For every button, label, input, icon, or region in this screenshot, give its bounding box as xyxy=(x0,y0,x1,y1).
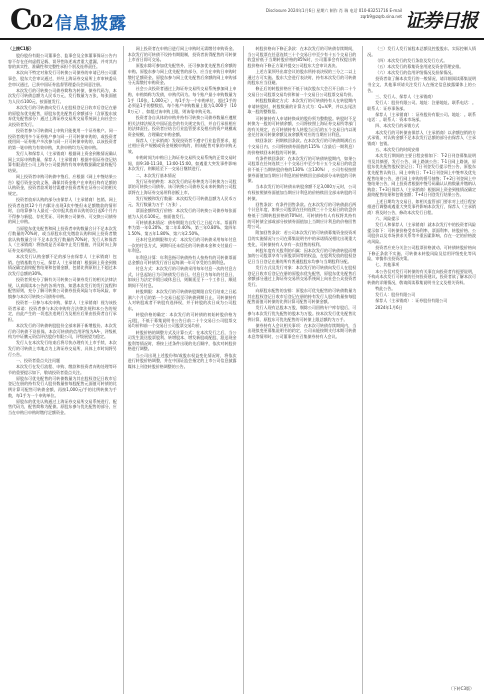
article-paragraph: 投资者一旦参与本次申购，保荐人（主承销商）视为该投资者承诺：投资者参与本次申购符合法律法规和本公告的规定，由此产生的一切违法违规行为及相应后果由投资者自行承担。 xyxy=(8,300,117,322)
article-paragraph: 当原股东优先配售和网上投资者申购数量合计不足本次发行数量的70%时，或当原股东优先缴款认购和网上投资者缴款认购数量合计不足本次发行数量的70%时，发行人和保荐人（主承销商）将协商是否采取中止发行措施，并及时向上海证券交易所报告。 xyxy=(8,225,117,253)
article-paragraph: 可转债基本情况：债券期限为自发行之日起六年。票面利率为第一年0.20%、第二年0.40%、第三年0.80%、第四年1.50%、第五年1.80%、第六年2.50%。 xyxy=(127,219,237,236)
column-heading: （上接C1版） xyxy=(8,46,34,51)
article-paragraph: 附加回售条款：若公司本次发行的可转债募集资金投资项目的实施情况与公司在募集说明书中的承诺情况相比出现重大变化，可转债持有人享有一次回售的权利。 xyxy=(247,230,357,247)
article-paragraph: 特此公告。 xyxy=(375,286,396,292)
article-paragraph: 转股股数确定方式：本次发行的可转债持有人在转股期内申请转股时，转股数量的计算方式为：Q=V/P，并以去尾法取一股的整数倍。 xyxy=(247,98,357,115)
article-paragraph: 付息方式：本次发行的可转债采用每年付息一次的付息方式，计息起始日为可转债发行首日。付息日为每年的付息日，如该日为法定节假日或休息日，则顺延至下一个工作日，顺延期间不另付息。 xyxy=(127,266,237,289)
article-paragraph: 上述方案须经出席会议的股东所持表决权的三分之二以上通过方可实施。股东大会进行表决时，持有本次发行的可转债的股东应当回避。 xyxy=(247,68,357,86)
article-paragraph: 发行规模和发行数量：本次拟发行可转债总额为人民币万元，发行数量为万手（万张）。 xyxy=(127,196,237,207)
article-paragraph: 原股东可优先配售的可转债数量为其在股权登记日收市后登记在册的持有发行人股份数量按每股配售元面值可转债的比例计算可配售可转债金额，再按1,000元/手的比例转换为手数，每1手为一个申购单位。 xyxy=(8,375,117,398)
article-paragraph: 三、发行人、保荐人（主承销商） xyxy=(375,93,436,99)
article-paragraph: 二、本次发行基本情况 xyxy=(135,172,176,178)
article-paragraph: （四）本次发行的发行条款及发行方式。 xyxy=(375,57,448,63)
column-3 xyxy=(243,46,357,694)
article-paragraph: 还本付息的期限和方式：本次发行的可转债采用每年付息一次的付息方式，到期归还未偿还的可转债本金和支付最后一年利息。 xyxy=(127,237,237,254)
article-paragraph: 四、本次发行的承销方式 xyxy=(375,123,420,129)
article-paragraph: 当公司出现上述股份和/或股东权益变化情况时，将依次进行转股价格调整，并在中国证监会指定的上市公司信息披露媒体上刊登转股价格调整的公告。 xyxy=(127,352,237,369)
article-paragraph: 赎回条款：到期赎回条款。在本次发行的可转债期满后五个交易日内，公司将按债券面值的115%（含最后一期利息）的价格赎回未转股的可转债。 xyxy=(247,138,357,155)
article-paragraph: 本次发行的可转债转股股份全部来源于新增股份。本次发行的可转债不设担保。本次可转债的信用评级为AA-，评级机构为中证鹏元资信评估股份有限公司，评级展望为稳定。 xyxy=(8,323,117,340)
article-paragraph: 向原股东配售的安排：原股东可优先配售的可转债数量为其在股权登记日收市后登记在册的持有发行人股份数量按每股配售面值可转债的比例计算可配售可转债金额。 xyxy=(247,288,357,305)
newspaper-logo: 证券日报 xyxy=(405,10,478,32)
article-paragraph: 回售条款：有条件回售条款。在本次发行的可转债最后两个计息年度，如果公司股票在任何连续三十个交易日的收盘价格低于当期转股价格的70%时，可转债持有人有权将其持有的可转债全部或部分按债券面值加上当期应计利息的价格回售给公司。 xyxy=(247,201,357,230)
column-2 xyxy=(123,46,237,694)
article-paragraph: 发行人：股份有限公司 xyxy=(375,292,416,298)
article-paragraph: 2024年1月6日 xyxy=(375,304,403,310)
article-paragraph: 发行人和保荐人（主承销商）根据网上资金到账情况确认网上实际申购数量，保荐人（主承销商）根据中国证券登记结算有限责任公司上海分公司提供的有效申购数据确定最终配号结果。 xyxy=(8,151,117,173)
masthead-meta: Disclosure 2024年1月6日 星期六 制作 肖 瑞 电话 010-83251716 E-mail zqrb9@zqrb.sina.net xyxy=(265,8,402,19)
article-paragraph: （五）本次发行的募集资金用途及资金管理安排。 xyxy=(375,63,464,69)
article-paragraph: 转股价格的确定：本次发行的可转债的初始转股价格为元/股，不低于募集说明书公告日前二十个交易日公司股票交易均价和前一个交易日公司股票交易均价。 xyxy=(127,312,237,329)
article-paragraph: 本次发行认购金额不足的部分由保荐人（主承销商）包销。包销基数为万元，保荐人（主承销商）根据网上资金到账情况确定最终配售结果和包销金额，包销比例原则上不超过本次发行总额的30%。 xyxy=(8,254,117,276)
article-paragraph: 转股价格的调整方式及计算公式：在本次发行之后，当公司发生派送股票股利、转增股本、增发新股或配股、派送现金股利等情况时，将按上述条件出现的先后顺序，依次对转股价格进行调整。 xyxy=(127,329,237,352)
article-paragraph: 六、风险提示 xyxy=(375,215,400,221)
column-1 xyxy=(8,46,117,694)
article-paragraph: 投资者参与可转债网上申购只能使用一个证券账户。同一投资者使用多个证券账户参与同一只可转债申购的，或投资者使用同一证券账户多次参与同一只可转债申购的，以该投资者的第一笔申购为有效申购，其余申购均为无效申购。 xyxy=(8,128,117,150)
article-paragraph: 本次发行期间的主要日程安排如下：T-2日刊登募集说明书及其摘要、发行公告、网上路演公告；T-1日网上路演、原股东优先配售股权登记日；T日刊登发行提示性公告，原股东优先配售认购日，网上申购日；T+1日刊登网上中签率及优先配售结果公告，进行网上申购的摇号抽签；T+2日刊登网上中签结果公告，网上投资者根据中签号码确认认购数量并缴纳认购款；T+3日保荐人（主承销商）根据网上资金到账情况确定最终配售结果和包销金额；T+4日刊登发行结果公告。 xyxy=(367,153,476,198)
article-paragraph: 本次向不特定对象发行可转换公司债券的申请已经公司董事会、股东大会审议通过，并经上海证券交易所上市审核委员会审议通过，已获中国证券监督管理委员会同意注册。 xyxy=(8,70,117,87)
article-paragraph: 投资者各自具体的申购并持有可转换公司债券数量应遵照相关法律法规及中国证监会的有关规定执行，并自行承担相应的法律责任。投资者应结合行业监管要求及相应的资产规模或资金规模，合理确定申购金额。 xyxy=(127,114,237,137)
article-paragraph: 本次发行的可转债向发行人在股权登记日收市后登记在册的原股东优先配售，原股东优先配售后余额部分（含原股东放弃优先配售部分）通过上海证券交易所交易系统网上向社会公众投资者发行。 xyxy=(8,105,117,127)
article-paragraph: 债券持有人会议相关事项：在本次可转债存续期间内，当出现拟变更募集说明书的约定、公司未能按期支付本期可转债本息等情形时，公司董事会应召集债券持有人会议。 xyxy=(247,322,357,339)
section-title: 信息披露 xyxy=(55,14,127,34)
article-paragraph: 本次发行的可转换公司债券简称为转债，债券代码为，本次发行可转债总额为人民币万元，发行数量为万张，每张面值为人民币100元，按面值发行。 xyxy=(8,87,117,104)
article-paragraph: 有条件赎回条款：在本次发行的可转债转股期内，如果公司股票在任何连续三十个交易日中至少有十五个交易日的收盘价不低于当期转股价格的130%（含130%），公司有权按照债券面值加当期应计利息的价格赎回全部或部分未转股的可转债。 xyxy=(247,155,357,184)
article-paragraph: 发行人在本次发行结束后将尽快办理有关上市手续，本次发行的可转债上市地点为上海证券交易所，具体上市时间将另行公告。 xyxy=(8,340,117,357)
article-paragraph: 原股东除可参加优先配售外，还可参加优先配售后余额的申购。原股东参与网上优先配售的部分，应当在申购日申购时缴付足额资金。原股东参与网上优先配售后余额的网上申购部分无需缴付申购资金。 xyxy=(127,63,237,86)
article-paragraph: 七、其他事项 xyxy=(375,262,400,268)
article-paragraph: 发行人和保荐人（主承销商）就本次发行中的投资者风险提示如下：可转债价格受市场利率、票面利率、转股价格、公司股价以及市场供求关系等多重因素影响，存在一定的价格波动风险。 xyxy=(367,222,476,244)
article-paragraph: 原股东的优先认购通过上海证券交易所交易系统进行，配售代码为，配售简称为配债。原股东参与优先配售的部分，应当在申购日申购时缴付足额资金。 xyxy=(8,398,117,415)
article-paragraph: 当本次发行的可转债未转股余额不足3,000万元时，公司有权按照债券面值加当期应计利息的价格赎回全部未转股的可转债。 xyxy=(247,184,357,201)
continued-note: （下转C3版） xyxy=(448,686,474,691)
article-paragraph: 一、投资者重点关注问题 xyxy=(16,357,60,363)
article-paragraph: 发行人现有总股本万股，剔除公司回购专户库存股后，可参与本次发行优先配售的股本为万股。按本次发行优先配售比例计算，原股东可优先配售的可转债上限总额约为万手。 xyxy=(247,305,357,322)
article-paragraph: 本次发行在发行流程、申购、缴款和投资者弃购处理等环节的重要提示如下，敬请投资者重点关注。 xyxy=(8,363,117,375)
article-paragraph: 保荐人（主承销商）：证券股份有限公司。地址：。联系电话：。联系人：资本市场部。 xyxy=(367,111,476,123)
article-paragraph: 股份股份有限公司董事会、监事会及全体董事保证公告内容不存在任何虚假记载、误导性陈述或者重大遗漏，并对其内容的真实性、准确性和完整性承担个别及连带责任。 xyxy=(8,53,117,70)
column-4 xyxy=(362,46,476,694)
article-paragraph: 社会公众投资者通过上海证券交易所交易系统参加网上申购，申购简称为发债，申购代码为。每个账户最小申购数量为1手（10张，1,000元），每1手为一个申购单位，超过1手的必须是1手的整数倍，每个账户申购数量上限为1,000手（100万元），如超过该申购上限，则该笔申购无效。 xyxy=(127,86,237,114)
article-paragraph: 转股期限：本次发行的可转债转股期限自发行结束之日起满六个月后的第一个交易日起至可转债到期日止。可转债持有人对转股或者不转股有选择权，并于转股的次日成为公司股东。 xyxy=(127,289,237,312)
article-paragraph: 本次发行的可转债由保荐人（主承销商）以余额包销的方式承销，对认购金额不足本次发行总额的部分由保荐人（主承销商）包销。 xyxy=(367,129,476,146)
page-number: 02 xyxy=(30,12,54,32)
article-paragraph: 发行人：股份有限公司。地址：注册地址。联系电话：。联系人：证券事务部。 xyxy=(367,99,476,111)
article-paragraph: 投资者应充分关注公司股票价格波动、可转债转股价格向下修正条款不实施、可转债未转股风险及信用评级变化等风险，审慎作出投资决策。 xyxy=(367,245,476,262)
article-paragraph: 网上投资者在申购日进行网上申购时无需缴付申购资金。本次发行的可转债不设持有期限制，投资者获得配售的可转债上市首日即可交易。 xyxy=(127,46,237,63)
article-paragraph: （六）本次发行的信用评级情况及担保情况。 xyxy=(375,70,456,76)
article-paragraph: 发行证券的种类：本次发行的证券种类为可转换为公司股票的可转换公司债券。该可转换公司债券及未来转换的公司股票将在上海证券交易所科创板上市。 xyxy=(127,178,237,195)
article-paragraph: 保荐人（主承销商）发现投资者不遵守行业监管要求，超过相应资产规模或资金规模申购的，则该配售对象的申购无效。 xyxy=(127,137,237,155)
article-paragraph: 修正后的转股价格应不低于该次股东大会召开日前二十个交易日公司股票交易均价和前一个交易日公司股票交易均价。 xyxy=(247,86,357,97)
article-paragraph: 投资者欲了解本次发行的一般情况，请详细阅读募集说明书全文，其他事项请关注发行人在指定信息披露媒体上的公告。 xyxy=(367,76,476,93)
article-paragraph: 网上投资者申购可转债中签后，应根据《网上中签结果公告》履行资金交收义务，确保其资金账户在申购日终有足额的认购资金，投资者款项划付需遵守投资者所在证券公司的相关规定。 xyxy=(8,174,117,196)
article-paragraph: 保荐人（主承销商）：证券股份有限公司 xyxy=(375,298,448,304)
article-paragraph: 年利息计算：年利息指可转债持有人按持有的可转债票面总金额自可转债发行首日起每满一年可享受的当期利息。 xyxy=(127,254,237,266)
article-columns xyxy=(8,46,476,694)
article-paragraph: 发行方式及发行对象：本次发行的可转债向发行人在股权登记日收市后登记在册的原股东优先配售，原股东优先配售后余额部分通过上海证券交易所交易系统网上向社会公众投资者发行。 xyxy=(247,265,357,287)
article-paragraph: 投资者须充分了解有关可转换公司债券发行的相关法律法规，认真阅读本公告的各项内容，知悉本次发行的发行流程和配售原则，充分了解可转换公司债券投资风险与市场风险，审慎参与本次可转换公司债券申购。 xyxy=(8,277,117,299)
article-paragraph: 转股年度有关股利的归属：因本次发行的可转债转股而增加的公司股票享有与原股票同等的权益，在股利发放的股权登记日当日登记在册的所有普通股股东均参与当期股利分配。 xyxy=(247,247,357,264)
article-paragraph: 转股价格向下修正条款：在本次发行的可转债存续期间，当公司股票在任意连续三十个交易日中至少有十五个交易日的收盘价低于当期转股价格的85%时，公司董事会有权提出转股价格向下修正方案并提交公司股东大会审议表决。 xyxy=(247,46,357,68)
article-paragraph: 本公告仅对发行可转债的有关事宜向投资者作扼要说明，不构成本次发行可转债的任何投资建议。投资者欲了解本次可转债的详细情况，敬请阅读募集说明书全文及相关资料。 xyxy=(367,268,476,285)
article-paragraph: （三）发行人发行前股本总额及控股股东、实际控制人情况。 xyxy=(367,46,476,57)
article-paragraph: 申购时间为申购日上海证券交易所交易系统的正常交易时间，即9:30-11:30，13:00-15:00。如遇重大突发事件影响本次发行，则顺延至下一交易日继续进行。 xyxy=(127,155,237,172)
masthead xyxy=(0,0,484,40)
article-paragraph: 票面金额和发行价格：本次发行的可转换公司债券每张面值为人民币100元，按面值发行。 xyxy=(127,207,237,219)
section-letter: C xyxy=(10,3,33,36)
article-paragraph: 可转债持有人申请转换成的股份须为整数股。转股时不足转换为一股的可转债余额，公司将按照上海证券交易所等部门的有关规定，在可转债持有人转股当日后的五个交易日内以现金兑付该可转债余额及该余额所对应的当期应计利息。 xyxy=(247,115,357,138)
article-paragraph: 上述日期均为交易日，如相关监管部门要求对上述日程安排进行调整或遇重大突发事件影响本次发行，保荐人（主承销商）将及时公告，修改本次发行日程。 xyxy=(367,198,476,215)
article-paragraph: 投资者放弃认购的部分由保荐人（主承销商）包销。网上投资者连续12个月内累计出现3次中签但未足额缴款的情形时，自结算参与人最近一次申报其放弃认购的次日起6个月内不得参与新股、存托凭证、可转换公司债券、可交换公司债券的网上申购。 xyxy=(8,197,117,225)
article-paragraph: 五、本次发行的时间安排 xyxy=(375,147,420,153)
